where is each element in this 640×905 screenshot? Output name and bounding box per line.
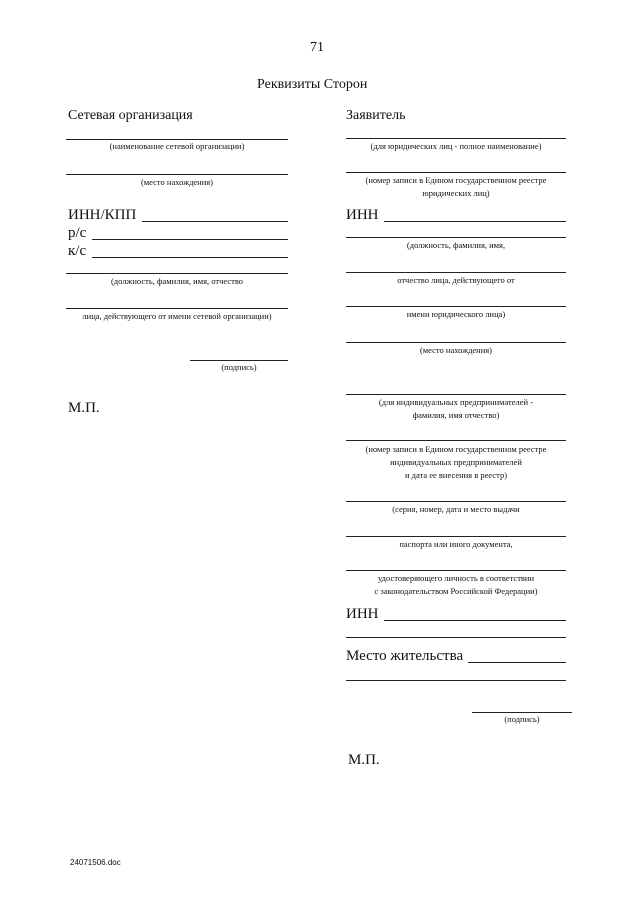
inn-kpp-label: ИНН/КПП [68, 207, 137, 223]
caption-position-right: (должность, фамилия, имя, [406, 240, 506, 250]
caption-patronymic: отчество лица, действующего от [397, 275, 515, 285]
caption-legal-name: (для юридических лиц - полное наименование) [370, 141, 542, 151]
inn2-line [384, 620, 566, 621]
passport-line-1 [346, 501, 566, 502]
caption-egrip-2: индивидуальных предпринимателей [390, 457, 522, 467]
page-number: 71 [310, 40, 324, 55]
caption-passport-2: паспорта или иного документа, [399, 539, 513, 549]
location-line [66, 174, 288, 175]
egrip-line [346, 440, 566, 441]
signature-line-right [472, 712, 572, 713]
caption-passport-4: с законодательством Российской Федерации) [374, 586, 538, 596]
caption-egrip-3: и дата ее внесения в реестр) [404, 470, 508, 480]
caption-ip-2: фамилия, имя отчество) [412, 410, 500, 420]
inn2-extra-line [346, 637, 566, 638]
rs-line [92, 239, 288, 240]
rs-label: р/с [68, 225, 87, 241]
inn-kpp-line [142, 221, 288, 222]
caption-on-behalf: имени юридического лица) [406, 309, 506, 319]
legal-name-line [346, 138, 566, 139]
caption-egrip-1: (номер записи в Едином государственном реестре [365, 444, 547, 454]
caption-ip-1: (для индивидуальных предпринимателей - [378, 397, 534, 407]
caption-passport-3: удостоверяющего личность в соответствии [377, 573, 535, 583]
inn2-label: ИНН [346, 606, 379, 622]
caption-signature-left: (подпись) [221, 362, 257, 372]
caption-registry-2: юридических лиц) [422, 188, 490, 198]
passport-line-2 [346, 536, 566, 537]
residence-line [468, 662, 566, 663]
footer-filename: 24071506.doc [70, 858, 121, 867]
caption-network-location: (место нахождения) [140, 177, 214, 187]
inn-line [384, 221, 566, 222]
residence-label: Место жительства [346, 648, 464, 664]
location-line-right [346, 342, 566, 343]
name-line [66, 139, 288, 140]
caption-position: (должность, фамилия, имя, отчество [110, 276, 244, 286]
passport-line-3 [346, 570, 566, 571]
left-heading: Сетевая организация [68, 108, 193, 123]
acting-line [66, 308, 288, 309]
ks-label: к/с [68, 243, 87, 259]
stamp-right: М.П. [348, 752, 380, 768]
inn-label: ИНН [346, 207, 379, 223]
caption-location-right: (место нахождения) [419, 345, 493, 355]
caption-network-name: (наименование сетевой организации) [109, 141, 245, 151]
caption-acting: лица, действующего от имени сетевой организации) [82, 311, 272, 321]
caption-signature-right: (подпись) [504, 714, 540, 724]
stamp-left: М.П. [68, 400, 100, 416]
position-line [66, 273, 288, 274]
registry-line [346, 172, 566, 173]
caption-registry-1: (номер записи в Едином государственном реестре [365, 175, 547, 185]
position-line-right [346, 237, 566, 238]
ip-name-line [346, 394, 566, 395]
caption-passport-1: (серия, номер, дата и место выдачи [392, 504, 520, 514]
ks-line [92, 257, 288, 258]
residence-extra-line [346, 680, 566, 681]
signature-line-left [190, 360, 288, 361]
page-title: Реквизиты Сторон [257, 77, 368, 92]
patronymic-line [346, 272, 566, 273]
right-heading: Заявитель [346, 108, 406, 123]
on-behalf-line [346, 306, 566, 307]
